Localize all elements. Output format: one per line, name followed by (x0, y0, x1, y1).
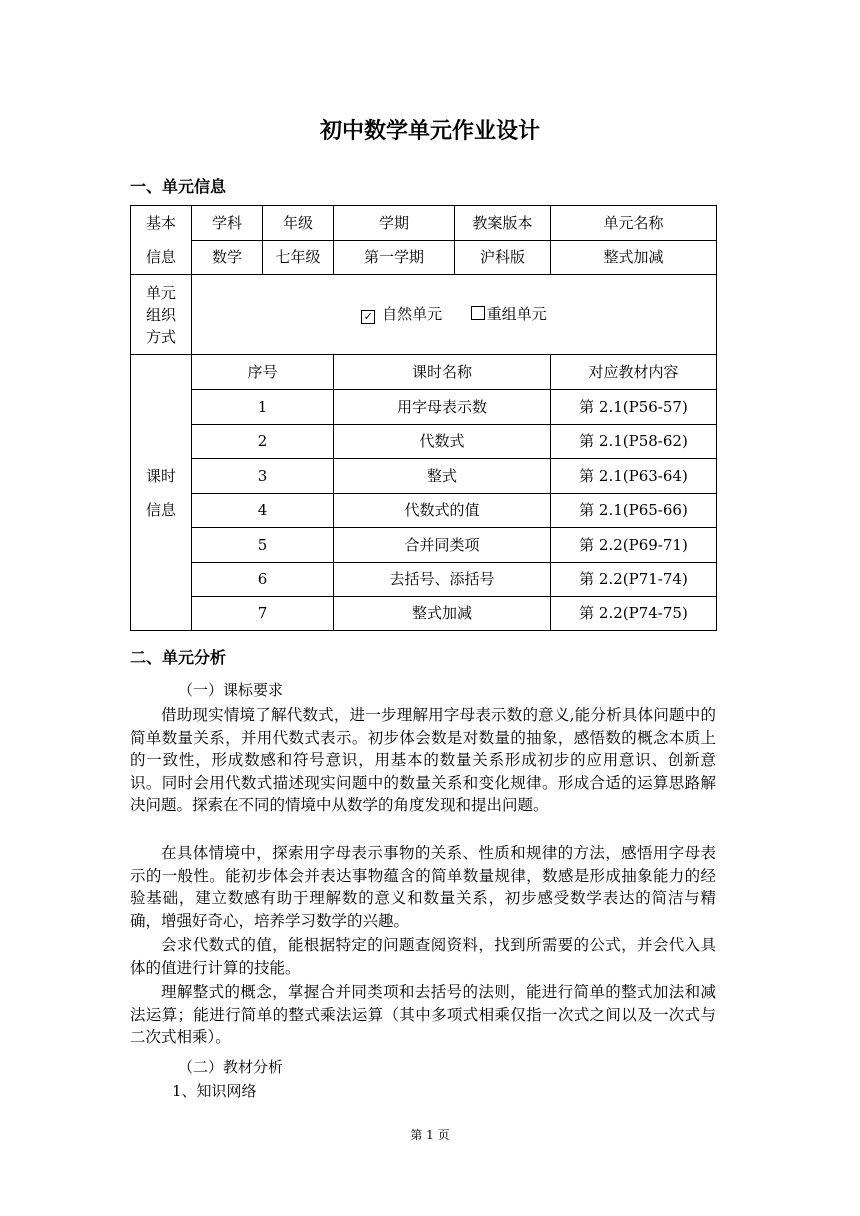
lesson-index: 4 (192, 494, 334, 528)
value-grade: 七年级 (263, 241, 334, 275)
lesson-content: 第 2.2(P74-75) (551, 597, 717, 631)
page-title: 初中数学单元作业设计 (319, 119, 540, 144)
value-subject: 数学 (192, 241, 263, 275)
paragraph-3: 会求代数式的值，能根据特定的问题查阅资料，找到所需要的公式，并会代入具体的值进行计算的技能。 (130, 936, 716, 977)
option-natural-unit: 自然单元 (382, 305, 443, 324)
unit-info-table (130, 205, 717, 631)
section-heading-unit-analysis: 二、单元分析 (130, 648, 227, 667)
basic-info-label-line2: 信息 (145, 248, 176, 266)
header-grade: 年级 (263, 206, 334, 241)
lesson-content: 第 2.2(P69-71) (551, 528, 717, 563)
unchecked-box-icon[interactable] (471, 306, 485, 320)
value-edition: 沪科版 (455, 241, 551, 275)
option-regrouped-unit: 重组单元 (486, 305, 547, 324)
basic-info-label (131, 206, 192, 275)
lesson-name: 代数式的值 (334, 494, 551, 528)
lesson-header-index: 序号 (192, 355, 334, 390)
lesson-content: 第 2.1(P58-62) (551, 425, 717, 459)
lesson-index: 5 (192, 528, 334, 563)
lesson-name: 用字母表示数 (334, 390, 551, 425)
section-heading-unit-info: 一、单元信息 (130, 177, 227, 196)
table-row (131, 459, 717, 494)
value-unit-name: 整式加减 (551, 241, 717, 275)
lesson-content: 第 2.2(P71-74) (551, 563, 717, 597)
lesson-index: 7 (192, 597, 334, 631)
page-footer: 第 1 页 (410, 1128, 450, 1142)
lesson-content: 第 2.1(P56-57) (551, 390, 717, 425)
header-term: 学期 (334, 206, 455, 241)
subheading-curriculum: （一）课标要求 (178, 681, 284, 699)
paragraph-1: 借助现实情境了解代数式，进一步理解用字母表示数的意义,能分析具体问题中的简单数量关系，并用代数式表示。初步体会数是对数量的抽象，感悟数的概念本质上的一致性，形成数感和符号意识，用基本的数量关系形成初步的应用意识、创新意识。同时会用代数式描述现实问题中的数量关系和变化规律。形成合适的运算思路解决问题。探索在不同的情境中从数学的角度发现和提出问题。 (130, 706, 716, 814)
header-edition: 教案版本 (455, 206, 551, 241)
lesson-name: 整式加减 (334, 597, 551, 631)
lesson-header-name: 课时名称 (334, 355, 551, 390)
table-row (131, 390, 717, 425)
subheading-textbook: （二）教材分析 (178, 1058, 284, 1076)
lesson-info-label: 课时 信息 (131, 355, 192, 631)
table-row (131, 597, 717, 631)
lesson-content: 第 2.1(P63-64) (551, 459, 717, 494)
lesson-index: 6 (192, 563, 334, 597)
table-row (131, 494, 717, 528)
lesson-header-content: 对应教材内容 (551, 355, 717, 390)
paragraph-2: 在具体情境中，探索用字母表示事物的关系、性质和规律的方法，感悟用字母表示的一般性。能初步体会并表达事物蕴含的简单数量规律，数感是形成抽象能力的经验基础，建立数感有助于理解数的意义和数量关系，初步感受数学表达的简洁与精确，增强好奇心，培养学习数学的兴趣。 (130, 844, 716, 930)
lesson-content: 第 2.1(P65-66) (551, 494, 717, 528)
org-method-options (192, 275, 717, 355)
lesson-name: 去括号、添括号 (334, 563, 551, 597)
basic-info-label-line1: 基本 (145, 214, 176, 232)
subheading-knowledge-network: 1、知识网络 (172, 1082, 257, 1100)
header-unit-name: 单元名称 (551, 206, 717, 241)
lesson-name: 代数式 (334, 425, 551, 459)
checked-box-icon[interactable]: ✓ (361, 310, 375, 324)
table-row (131, 528, 717, 563)
table-row (131, 425, 717, 459)
lesson-index: 2 (192, 425, 334, 459)
org-method-label: 单元 组织 方式 (131, 275, 192, 355)
lesson-index: 1 (192, 390, 334, 425)
value-term: 第一学期 (334, 241, 455, 275)
table-row (131, 563, 717, 597)
lesson-name: 合并同类项 (334, 528, 551, 563)
paragraph-4: 理解整式的概念，掌握合并同类项和去括号的法则，能进行简单的整式加法和减法运算；能进行简单的整式乘法运算（其中多项式相乘仅指一次式之间以及一次式与二次式相乘）。 (130, 983, 716, 1046)
lesson-name: 整式 (334, 459, 551, 494)
lesson-index: 3 (192, 459, 334, 494)
header-subject: 学科 (192, 206, 263, 241)
